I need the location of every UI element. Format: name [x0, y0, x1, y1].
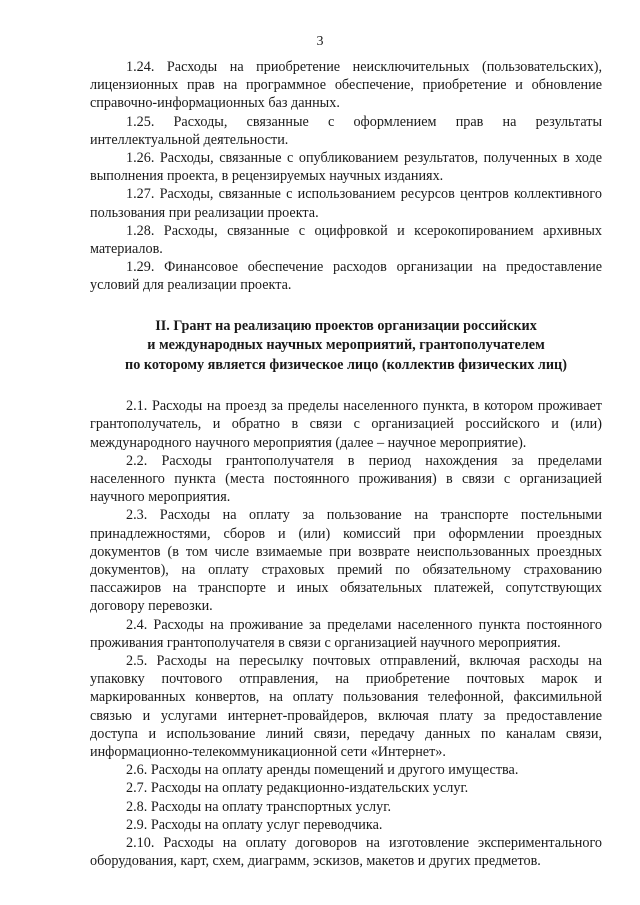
- section-heading-line: II. Грант на реализацию проектов организации российских: [155, 317, 537, 334]
- paragraph-2-4: 2.4. Расходы на проживание за пределами населенного пункта постоянного проживания грантополучателя в связи с организацией научного мероприятия.: [90, 616, 602, 651]
- paragraph-2-5: 2.5. Расходы на пересылку почтовых отправлений, включая расходы на упаковку почтового отправления, на приобретение почтовых марок и маркированных конвертов, на оплату пользования телефонной, факсимильной связью и услугами интернет-провайдеров, включая плату за предоставление доступа и использование линий связи, передачу данных по каналам связи, информационно-телекоммуникационной сети «Интернет».: [90, 652, 602, 760]
- section-heading-line: и международных научных мероприятий, грантополучателем: [147, 337, 545, 354]
- paragraph-2-10: 2.10. Расходы на оплату договоров на изготовление экспериментального оборудования, карт, схем, диаграмм, эскизов, макетов и других предметов.: [90, 835, 602, 870]
- paragraph-2-1: 2.1. Расходы на проезд за пределы населенного пункта, в котором проживает грантополучатель, и обратно в связи с организацией российского и (или) международного научного мероприятия (далее – научное мероприятие).: [90, 398, 602, 451]
- paragraph-2-7: 2.7. Расходы на оплату редакционно-издательских услуг.: [126, 780, 469, 797]
- paragraph-1-26: 1.26. Расходы, связанные с опубликованием результатов, полученных в ходе выполнения проекта, в рецензируемых научных изданиях.: [90, 150, 602, 185]
- paragraph-1-24: 1.24. Расходы на приобретение неисключительных (пользовательских), лицензионных прав на программное обеспечение, приобретение и обновление справочно-информационных баз данных.: [90, 59, 602, 112]
- section-heading-line: по которому является физическое лицо (коллектив физических лиц): [125, 356, 567, 373]
- paragraph-2-8: 2.8. Расходы на оплату транспортных услуг.: [126, 798, 391, 815]
- paragraph-1-25: 1.25. Расходы, связанные с оформлением прав на результаты интеллектуальной деятельности.: [90, 113, 602, 148]
- paragraph-2-3: 2.3. Расходы на оплату за пользование на транспорте постельными принадлежностями, сборов и (или) комиссий при оформлении проездных документов (в том числе взимаемые при возврате неиспользованных проездных документов), на оплату страховых премий по обязательному страхованию пассажиров на транспорте и иных обязательных платежей, сопутствующих договору перевозки.: [90, 507, 602, 615]
- paragraph-2-6: 2.6. Расходы на оплату аренды помещений и другого имущества.: [126, 762, 519, 779]
- paragraph-1-29: 1.29. Финансовое обеспечение расходов организации на предоставление условий для реализации проекта.: [90, 259, 602, 294]
- page-number: 3: [316, 34, 324, 49]
- document-body: [90, 58, 602, 870]
- paragraph-2-9: 2.9. Расходы на оплату услуг переводчика.: [126, 816, 383, 833]
- paragraph-2-2: 2.2. Расходы грантополучателя в период нахождения за пределами населенного пункта (места постоянного проживания) в связи с организацией научного мероприятия.: [90, 452, 602, 506]
- paragraph-1-27: 1.27. Расходы, связанные с использованием ресурсов центров коллективного пользования при реализации проекта.: [90, 186, 602, 221]
- section-heading: [90, 317, 602, 376]
- paragraph-1-28: 1.28. Расходы, связанные с оцифровкой и ксерокопированием архивных материалов.: [90, 222, 602, 258]
